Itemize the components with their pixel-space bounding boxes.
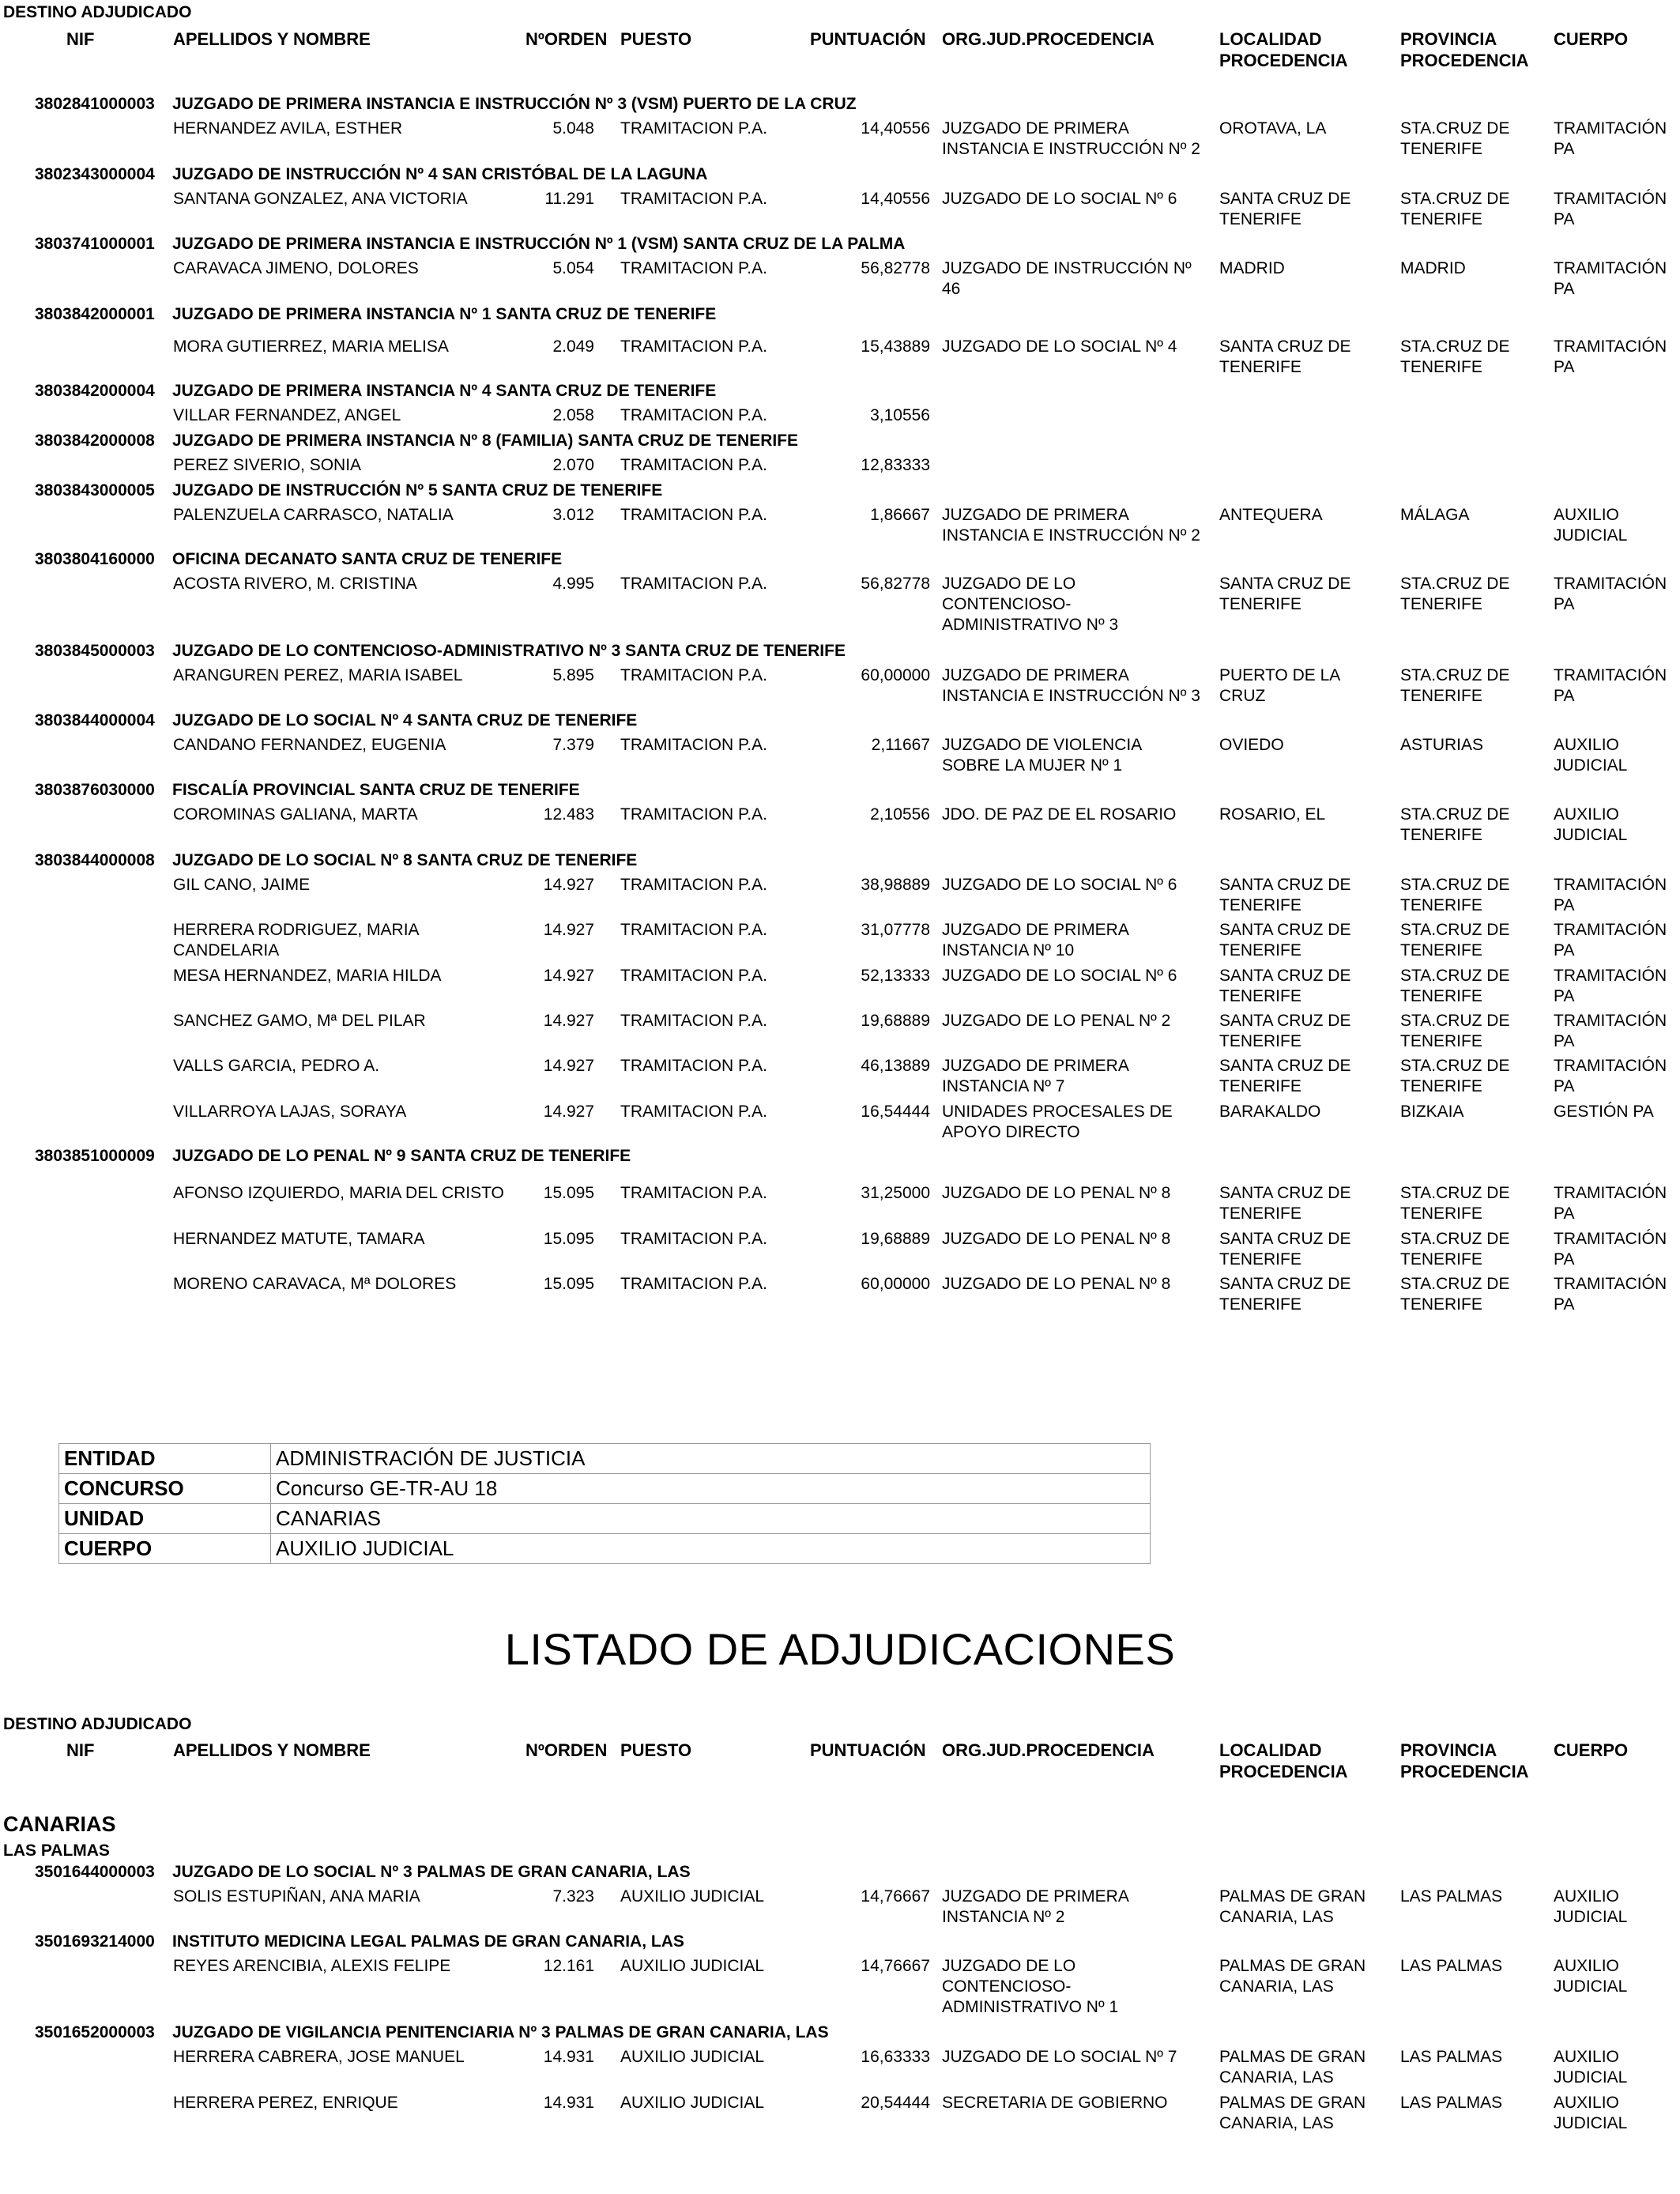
cell-cuerpo: AUXILIO JUDICIAL [1554, 2094, 1628, 2132]
cell-provincia: STA.CRUZ DE TENERIFE [1400, 921, 1510, 959]
info-value: CANARIAS [271, 1504, 1151, 1534]
destination-heading [35, 851, 637, 870]
destination-code: 3803804160000 [35, 550, 155, 568]
cell-localidad: OROTAVA, LA [1219, 119, 1327, 138]
destination-code: 3803851000009 [35, 1147, 155, 1165]
cell-org-procedencia: JUZGADO DE LO SOCIAL Nº 7 [942, 2048, 1177, 2066]
cell-puesto: TRAMITACION P.A. [620, 575, 767, 593]
info-value: AUXILIO JUDICIAL [271, 1534, 1151, 1564]
info-value: ADMINISTRACIÓN DE JUSTICIA [271, 1444, 1151, 1474]
cell-puntuacion: 20,54444 [861, 2094, 930, 2112]
cell-org-procedencia: SECRETARIA DE GOBIERNO [942, 2094, 1168, 2112]
cell-localidad: SANTA CRUZ DE TENERIFE [1219, 921, 1351, 959]
destination-name: JUZGADO DE LO PENAL Nº 9 SANTA CRUZ DE TENERIFE [172, 1147, 631, 1165]
destination-name: OFICINA DECANATO SANTA CRUZ DE TENERIFE [172, 550, 563, 568]
cell-org-procedencia: JUZGADO DE LO PENAL Nº 8 [942, 1275, 1171, 1293]
col-provincia: PROVINCIA PROCEDENCIA [1400, 1740, 1529, 1781]
info-value: Concurso GE-TR-AU 18 [271, 1474, 1151, 1504]
cell-org-procedencia: JUZGADO DE LO SOCIAL Nº 4 [942, 337, 1177, 356]
cell-puntuacion: 31,07778 [861, 921, 930, 939]
cell-cuerpo: TRAMITACIÓN PA [1554, 1184, 1667, 1223]
cell-puesto: TRAMITACION P.A. [620, 876, 767, 894]
cell-localidad: PALMAS DE GRAN CANARIA, LAS [1219, 1887, 1366, 1926]
cell-localidad: BARAKALDO [1219, 1103, 1321, 1121]
cell-puntuacion: 14,40556 [861, 190, 930, 208]
destination-heading [35, 1863, 691, 1882]
info-table [58, 1443, 1151, 1564]
cell-provincia: STA.CRUZ DE TENERIFE [1400, 575, 1510, 613]
table-row [0, 574, 1680, 637]
cell-puntuacion: 1,86667 [870, 506, 930, 524]
cell-org-procedencia: JUZGADO DE PRIMERA INSTANCIA E INSTRUCCIÓN Nº 3 [942, 666, 1200, 705]
cell-nombre: VALLS GARCIA, PEDRO A. [173, 1057, 380, 1075]
cell-orden: 14.927 [543, 967, 594, 985]
col-puntuacion: PUNTUACIÓN [810, 29, 926, 49]
cell-cuerpo: TRAMITACIÓN PA [1554, 967, 1667, 1005]
destination-code: 3803842000004 [35, 382, 155, 400]
cell-orden: 14.931 [543, 2094, 594, 2112]
cell-puntuacion: 46,13889 [861, 1057, 930, 1075]
cell-org-procedencia: JUZGADO DE PRIMERA INSTANCIA E INSTRUCCIÓN Nº 2 [942, 119, 1200, 158]
cell-org-procedencia: JUZGADO DE LO PENAL Nº 8 [942, 1230, 1171, 1248]
table-row [0, 2093, 1680, 2156]
cell-provincia: MADRID [1400, 259, 1466, 277]
cell-provincia: MÁLAGA [1400, 506, 1470, 524]
listing-title: LISTADO DE ADJUDICACIONES [504, 1624, 1176, 1674]
destination-code: 3803843000005 [35, 481, 155, 499]
cell-nombre: PALENZUELA CARRASCO, NATALIA [173, 506, 454, 524]
cell-provincia: STA.CRUZ DE TENERIFE [1400, 666, 1510, 705]
cell-nombre: PEREZ SIVERIO, SONIA [173, 456, 362, 474]
destination-code: 3803842000001 [35, 305, 155, 323]
destination-heading [35, 781, 580, 800]
cell-nombre: ACOSTA RIVERO, M. CRISTINA [173, 575, 417, 593]
cell-puesto: TRAMITACION P.A. [620, 1230, 767, 1248]
cell-orden: 5.054 [552, 259, 594, 277]
destination-heading [35, 95, 857, 114]
col-orden: NºORDEN [525, 1740, 608, 1760]
col-nombre: APELLIDOS Y NOMBRE [173, 1740, 371, 1760]
col-nif: NIF [66, 29, 95, 49]
destination-name: JUZGADO DE LO SOCIAL Nº 4 SANTA CRUZ DE TENERIFE [172, 711, 638, 729]
cell-orden: 2.049 [552, 337, 594, 356]
region-heading: CANARIAS [3, 1812, 116, 1836]
destination-name: JUZGADO DE PRIMERA INSTANCIA Nº 8 (FAMILIA) SANTA CRUZ DE TENERIFE [172, 432, 799, 450]
cell-puesto: TRAMITACION P.A. [620, 190, 767, 208]
cell-orden: 14.927 [543, 1103, 594, 1121]
cell-orden: 14.927 [543, 921, 594, 939]
cell-nombre: HERNANDEZ AVILA, ESTHER [173, 119, 403, 138]
cell-cuerpo: AUXILIO JUDICIAL [1554, 2048, 1628, 2087]
cell-nombre: CARAVACA JIMENO, DOLORES [173, 259, 419, 277]
cell-localidad: ROSARIO, EL [1219, 805, 1326, 824]
info-row-concurso [59, 1474, 1151, 1504]
cell-puesto: AUXILIO JUDICIAL [620, 2094, 765, 2112]
col-cuerpo: CUERPO [1554, 29, 1629, 49]
cell-provincia: STA.CRUZ DE TENERIFE [1400, 119, 1510, 158]
destination-heading [35, 711, 637, 730]
cell-cuerpo: TRAMITACIÓN PA [1554, 666, 1667, 705]
cell-puesto: TRAMITACION P.A. [620, 259, 767, 277]
cell-cuerpo: TRAMITACIÓN PA [1554, 1230, 1667, 1269]
col-cuerpo: CUERPO [1554, 1740, 1629, 1760]
destination-name: JUZGADO DE VIGILANCIA PENITENCIARIA Nº 3 PALMAS DE GRAN CANARIA, LAS [172, 2023, 829, 2041]
col-puesto: PUESTO [620, 1740, 692, 1760]
cell-org-procedencia: JUZGADO DE PRIMERA INSTANCIA Nº 10 [942, 921, 1129, 959]
cell-nombre: HERRERA PEREZ, ENRIQUE [173, 2094, 398, 2112]
cell-localidad: SANTA CRUZ DE TENERIFE [1219, 337, 1351, 376]
cell-localidad: SANTA CRUZ DE TENERIFE [1219, 575, 1351, 613]
column-header-row [0, 28, 1680, 76]
cell-cuerpo: TRAMITACIÓN PA [1554, 1012, 1667, 1050]
cell-orden: 15.095 [543, 1275, 594, 1293]
cell-orden: 2.070 [552, 456, 594, 474]
cell-puesto: TRAMITACION P.A. [620, 967, 767, 985]
info-key: UNIDAD [59, 1504, 271, 1534]
cell-provincia: LAS PALMAS [1400, 1887, 1503, 1906]
destination-name: FISCALÍA PROVINCIAL SANTA CRUZ DE TENERIFE [172, 781, 580, 799]
cell-orden: 12.483 [543, 805, 594, 824]
cell-org-procedencia: JUZGADO DE INSTRUCCIÓN Nº 46 [942, 259, 1192, 298]
destino-adjudicado-label: DESTINO ADJUDICADO [3, 3, 192, 21]
col-nif: NIF [66, 1740, 95, 1760]
info-row-entidad [59, 1444, 1151, 1474]
cell-nombre: SANCHEZ GAMO, Mª DEL PILAR [173, 1012, 426, 1030]
cell-puntuacion: 16,54444 [861, 1103, 930, 1121]
cell-provincia: ASTURIAS [1400, 736, 1484, 754]
destination-name: JUZGADO DE PRIMERA INSTANCIA Nº 1 SANTA CRUZ DE TENERIFE [172, 305, 717, 323]
table-row [0, 1274, 1680, 1337]
destination-code: 3803876030000 [35, 781, 155, 799]
cell-cuerpo: TRAMITACIÓN PA [1554, 575, 1667, 613]
cell-cuerpo: AUXILIO JUDICIAL [1554, 1887, 1628, 1926]
cell-localidad: ANTEQUERA [1219, 506, 1323, 524]
destination-heading [35, 235, 905, 254]
destination-heading [35, 382, 716, 401]
col-provincia: PROVINCIA PROCEDENCIA [1400, 29, 1529, 70]
cell-cuerpo: TRAMITACIÓN PA [1554, 119, 1667, 158]
cell-provincia: LAS PALMAS [1400, 2048, 1503, 2066]
cell-cuerpo: AUXILIO JUDICIAL [1554, 1957, 1628, 1996]
col-nombre: APELLIDOS Y NOMBRE [173, 29, 371, 49]
cell-orden: 14.927 [543, 1057, 594, 1075]
cell-org-procedencia: JUZGADO DE VIOLENCIA SOBRE LA MUJER Nº 1 [942, 736, 1143, 775]
table-row [0, 1956, 1680, 2019]
cell-localidad: SANTA CRUZ DE TENERIFE [1219, 967, 1351, 1005]
cell-nombre: MESA HERNANDEZ, MARIA HILDA [173, 967, 442, 985]
col-orden: NºORDEN [525, 29, 608, 49]
cell-puntuacion: 19,68889 [861, 1012, 930, 1030]
cell-nombre: AFONSO IZQUIERDO, MARIA DEL CRISTO [173, 1184, 504, 1202]
cell-localidad: PALMAS DE GRAN CANARIA, LAS [1219, 1957, 1366, 1996]
destination-heading [35, 550, 562, 569]
col-puntuacion: PUNTUACIÓN [810, 1740, 926, 1760]
destino-adjudicado-label: DESTINO ADJUDICADO [3, 1715, 192, 1733]
cell-puntuacion: 16,63333 [861, 2048, 930, 2066]
destination-heading [35, 305, 716, 324]
destination-heading [35, 481, 662, 500]
cell-localidad: SANTA CRUZ DE TENERIFE [1219, 1275, 1351, 1314]
destination-code: 3501693214000 [35, 1932, 155, 1951]
cell-puesto: TRAMITACION P.A. [620, 1184, 767, 1202]
cell-orden: 5.895 [552, 666, 594, 684]
cell-localidad: SANTA CRUZ DE TENERIFE [1219, 876, 1351, 914]
cell-puntuacion: 14,40556 [861, 119, 930, 138]
cell-cuerpo: TRAMITACIÓN PA [1554, 921, 1667, 959]
cell-cuerpo: TRAMITACIÓN PA [1554, 876, 1667, 914]
cell-nombre: VILLAR FERNANDEZ, ANGEL [173, 406, 401, 424]
cell-puesto: AUXILIO JUDICIAL [620, 1887, 765, 1906]
cell-provincia: STA.CRUZ DE TENERIFE [1400, 876, 1510, 914]
cell-cuerpo: TRAMITACIÓN PA [1554, 1057, 1667, 1095]
cell-nombre: SANTANA GONZALEZ, ANA VICTORIA [173, 190, 468, 208]
destination-name: JUZGADO DE PRIMERA INSTANCIA E INSTRUCCIÓN Nº 3 (VSM) PUERTO DE LA CRUZ [172, 95, 857, 113]
cell-provincia: STA.CRUZ DE TENERIFE [1400, 1275, 1510, 1314]
cell-localidad: SANTA CRUZ DE TENERIFE [1219, 190, 1351, 228]
destination-code: 3803741000001 [35, 235, 155, 253]
cell-puntuacion: 14,76667 [861, 1957, 930, 1975]
cell-puesto: TRAMITACION P.A. [620, 406, 767, 424]
cell-nombre: SOLIS ESTUPIÑAN, ANA MARIA [173, 1887, 420, 1906]
cell-org-procedencia: UNIDADES PROCESALES DE APOYO DIRECTO [942, 1103, 1173, 1141]
cell-org-procedencia: JDO. DE PAZ DE EL ROSARIO [942, 805, 1177, 824]
info-key: CUERPO [59, 1534, 271, 1564]
cell-puntuacion: 31,25000 [861, 1184, 930, 1202]
cell-cuerpo: GESTIÓN PA [1554, 1103, 1654, 1121]
cell-org-procedencia: JUZGADO DE PRIMERA INSTANCIA Nº 7 [942, 1057, 1129, 1095]
cell-org-procedencia: JUZGADO DE PRIMERA INSTANCIA E INSTRUCCIÓN Nº 2 [942, 506, 1200, 545]
cell-localidad: OVIEDO [1219, 736, 1284, 754]
cell-puntuacion: 56,82778 [861, 575, 930, 593]
cell-nombre: REYES ARENCIBIA, ALEXIS FELIPE [173, 1957, 451, 1975]
cell-provincia: STA.CRUZ DE TENERIFE [1400, 1057, 1510, 1095]
cell-provincia: LAS PALMAS [1400, 1957, 1503, 1975]
cell-provincia: STA.CRUZ DE TENERIFE [1400, 1184, 1510, 1223]
cell-cuerpo: TRAMITACIÓN PA [1554, 259, 1667, 298]
cell-localidad: SANTA CRUZ DE TENERIFE [1219, 1230, 1351, 1269]
cell-localidad: PALMAS DE GRAN CANARIA, LAS [1219, 2094, 1366, 2132]
cell-provincia: STA.CRUZ DE TENERIFE [1400, 1012, 1510, 1050]
cell-provincia: STA.CRUZ DE TENERIFE [1400, 967, 1510, 1005]
cell-puntuacion: 12,83333 [861, 456, 930, 474]
cell-nombre: HERNANDEZ MATUTE, TAMARA [173, 1230, 425, 1248]
cell-org-procedencia: JUZGADO DE LO PENAL Nº 8 [942, 1184, 1171, 1202]
cell-cuerpo: TRAMITACIÓN PA [1554, 1275, 1667, 1314]
destination-code: 3803844000008 [35, 851, 155, 869]
destination-code: 3803844000004 [35, 711, 155, 729]
cell-orden: 7.323 [552, 1887, 594, 1906]
col-localidad: LOCALIDAD PROCEDENCIA [1219, 29, 1348, 70]
cell-orden: 12.161 [543, 1957, 594, 1975]
destination-name: JUZGADO DE PRIMERA INSTANCIA Nº 4 SANTA CRUZ DE TENERIFE [172, 382, 717, 400]
cell-org-procedencia: JUZGADO DE LO SOCIAL Nº 6 [942, 190, 1177, 208]
col-puesto: PUESTO [620, 29, 692, 49]
cell-puesto: TRAMITACION P.A. [620, 506, 767, 524]
cell-puntuacion: 15,43889 [861, 337, 930, 356]
cell-localidad: SANTA CRUZ DE TENERIFE [1219, 1057, 1351, 1095]
cell-puesto: TRAMITACION P.A. [620, 1012, 767, 1030]
cell-nombre: GIL CANO, JAIME [173, 876, 311, 894]
col-org: ORG.JUD.PROCEDENCIA [942, 1740, 1155, 1760]
cell-orden: 2.058 [552, 406, 594, 424]
destination-name: JUZGADO DE LO SOCIAL Nº 8 SANTA CRUZ DE TENERIFE [172, 851, 638, 869]
cell-puesto: TRAMITACION P.A. [620, 666, 767, 684]
destination-heading [35, 642, 846, 661]
destination-heading [35, 1932, 684, 1951]
info-key: CONCURSO [59, 1474, 271, 1504]
cell-localidad: SANTA CRUZ DE TENERIFE [1219, 1012, 1351, 1050]
destination-heading [35, 432, 798, 450]
destination-code: 3803845000003 [35, 642, 155, 660]
cell-cuerpo: AUXILIO JUDICIAL [1554, 805, 1628, 844]
cell-nombre: CANDANO FERNANDEZ, EUGENIA [173, 736, 446, 754]
column-header-row [0, 1740, 1680, 1787]
destination-code: 3501644000003 [35, 1863, 155, 1881]
cell-cuerpo: TRAMITACIÓN PA [1554, 190, 1667, 228]
cell-puesto: TRAMITACION P.A. [620, 805, 767, 824]
destination-code: 3501652000003 [35, 2023, 155, 2041]
info-key: ENTIDAD [59, 1444, 271, 1474]
cell-org-procedencia: JUZGADO DE LO SOCIAL Nº 6 [942, 876, 1177, 894]
cell-org-procedencia: JUZGADO DE LO PENAL Nº 2 [942, 1012, 1171, 1030]
destination-name: JUZGADO DE LO CONTENCIOSO-ADMINISTRATIVO Nº 3 SANTA CRUZ DE TENERIFE [172, 642, 846, 660]
cell-orden: 4.995 [552, 575, 594, 593]
destination-heading [35, 2023, 829, 2042]
destination-code: 3803842000008 [35, 432, 155, 450]
cell-cuerpo: AUXILIO JUDICIAL [1554, 506, 1628, 545]
cell-puntuacion: 19,68889 [861, 1230, 930, 1248]
cell-puntuacion: 52,13333 [861, 967, 930, 985]
cell-cuerpo: AUXILIO JUDICIAL [1554, 736, 1628, 775]
cell-puntuacion: 3,10556 [870, 406, 930, 424]
cell-orden: 3.012 [552, 506, 594, 524]
cell-puesto: TRAMITACION P.A. [620, 921, 767, 939]
cell-orden: 14.927 [543, 1012, 594, 1030]
cell-provincia: BIZKAIA [1400, 1103, 1464, 1121]
destination-heading [35, 1147, 631, 1166]
cell-orden: 15.095 [543, 1230, 594, 1248]
destination-name: JUZGADO DE LO SOCIAL Nº 3 PALMAS DE GRAN CANARIA, LAS [172, 1863, 691, 1881]
cell-puntuacion: 38,98889 [861, 876, 930, 894]
cell-puntuacion: 14,76667 [861, 1887, 930, 1906]
cell-nombre: ARANGUREN PEREZ, MARIA ISABEL [173, 666, 463, 684]
cell-puesto: TRAMITACION P.A. [620, 736, 767, 754]
cell-nombre: MORA GUTIERREZ, MARIA MELISA [173, 337, 449, 356]
cell-puesto: TRAMITACION P.A. [620, 119, 767, 138]
cell-provincia: STA.CRUZ DE TENERIFE [1400, 190, 1510, 228]
destination-name: JUZGADO DE INSTRUCCIÓN Nº 4 SAN CRISTÓBAL DE LA LAGUNA [172, 165, 708, 183]
destination-heading [35, 165, 707, 184]
cell-puesto: TRAMITACION P.A. [620, 1057, 767, 1075]
cell-org-procedencia: JUZGADO DE LO CONTENCIOSO- ADMINISTRATIVO Nº 3 [942, 575, 1119, 634]
cell-puntuacion: 60,00000 [861, 1275, 930, 1293]
cell-puntuacion: 56,82778 [861, 259, 930, 277]
destination-code: 3802841000003 [35, 95, 155, 113]
cell-org-procedencia: JUZGADO DE LO SOCIAL Nº 6 [942, 967, 1177, 985]
cell-localidad: MADRID [1219, 259, 1285, 277]
cell-orden: 7.379 [552, 736, 594, 754]
cell-org-procedencia: JUZGADO DE PRIMERA INSTANCIA Nº 2 [942, 1887, 1129, 1926]
cell-puesto: TRAMITACION P.A. [620, 456, 767, 474]
info-row-unidad [59, 1504, 1151, 1534]
cell-puesto: TRAMITACION P.A. [620, 337, 767, 356]
cell-provincia: LAS PALMAS [1400, 2094, 1503, 2112]
col-org: ORG.JUD.PROCEDENCIA [942, 29, 1155, 49]
cell-puesto: TRAMITACION P.A. [620, 1103, 767, 1121]
cell-orden: 14.927 [543, 876, 594, 894]
cell-orden: 15.095 [543, 1184, 594, 1202]
cell-orden: 11.291 [544, 190, 594, 208]
cell-provincia: STA.CRUZ DE TENERIFE [1400, 337, 1510, 376]
cell-localidad: PUERTO DE LA CRUZ [1219, 666, 1341, 705]
cell-puesto: AUXILIO JUDICIAL [620, 1957, 765, 1975]
destination-name: JUZGADO DE INSTRUCCIÓN Nº 5 SANTA CRUZ DE TENERIFE [172, 481, 663, 499]
cell-provincia: STA.CRUZ DE TENERIFE [1400, 1230, 1510, 1269]
cell-nombre: VILLARROYA LAJAS, SORAYA [173, 1103, 407, 1121]
cell-localidad: SANTA CRUZ DE TENERIFE [1219, 1184, 1351, 1223]
cell-puesto: AUXILIO JUDICIAL [620, 2048, 765, 2066]
cell-puntuacion: 2,10556 [870, 805, 930, 824]
cell-cuerpo: TRAMITACIÓN PA [1554, 337, 1667, 376]
destination-name: INSTITUTO MEDICINA LEGAL PALMAS DE GRAN CANARIA, LAS [172, 1932, 684, 1951]
subregion-heading: LAS PALMAS [3, 1842, 110, 1860]
cell-puesto: TRAMITACION P.A. [620, 1275, 767, 1293]
cell-nombre: HERRERA CABRERA, JOSE MANUEL [173, 2048, 465, 2066]
info-row-cuerpo [59, 1534, 1151, 1564]
cell-puntuacion: 60,00000 [861, 666, 930, 684]
cell-org-procedencia: JUZGADO DE LO CONTENCIOSO- ADMINISTRATIVO Nº 1 [942, 1957, 1119, 2016]
cell-puntuacion: 2,11667 [871, 736, 930, 754]
destination-code: 3802343000004 [35, 165, 155, 183]
col-localidad: LOCALIDAD PROCEDENCIA [1219, 1740, 1348, 1781]
cell-nombre: COROMINAS GALIANA, MARTA [173, 805, 418, 824]
cell-provincia: STA.CRUZ DE TENERIFE [1400, 805, 1510, 844]
cell-orden: 14.931 [543, 2048, 594, 2066]
cell-localidad: PALMAS DE GRAN CANARIA, LAS [1219, 2048, 1366, 2087]
cell-nombre: HERRERA RODRIGUEZ, MARIA CANDELARIA [173, 921, 420, 959]
destination-name: JUZGADO DE PRIMERA INSTANCIA E INSTRUCCIÓN Nº 1 (VSM) SANTA CRUZ DE LA PALMA [172, 235, 906, 253]
cell-orden: 5.048 [552, 119, 594, 138]
cell-nombre: MORENO CARAVACA, Mª DOLORES [173, 1275, 457, 1293]
